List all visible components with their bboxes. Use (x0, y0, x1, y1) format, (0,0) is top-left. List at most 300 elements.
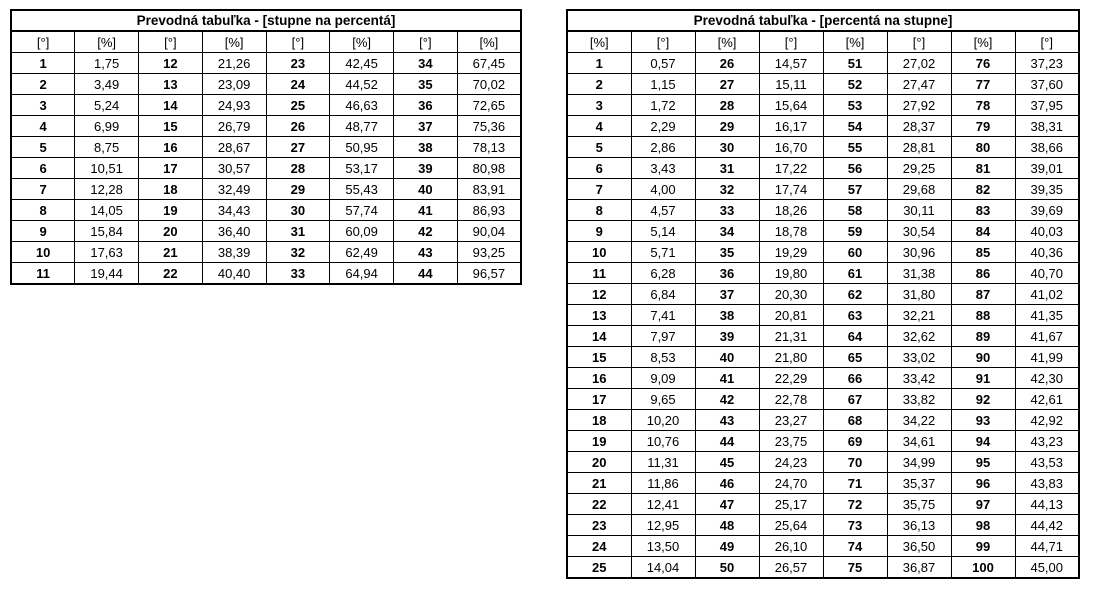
table-row (11, 263, 521, 285)
converted-value-cell: 50,95 (330, 137, 394, 158)
input-value-cell: 50 (695, 557, 759, 579)
table-row (11, 116, 521, 137)
input-value-cell: 79 (951, 116, 1015, 137)
input-value-cell: 39 (695, 326, 759, 347)
input-value-cell: 93 (951, 410, 1015, 431)
input-value-cell: 82 (951, 179, 1015, 200)
table-row (567, 326, 1079, 347)
input-value-cell: 36 (394, 95, 458, 116)
converted-value-cell: 55,43 (330, 179, 394, 200)
input-value-cell: 1 (11, 53, 75, 74)
input-value-cell: 55 (823, 137, 887, 158)
converted-value-cell: 5,14 (631, 221, 695, 242)
converted-value-cell: 12,28 (75, 179, 139, 200)
column-header: [%] (567, 31, 631, 53)
converted-value-cell: 36,40 (202, 221, 266, 242)
input-value-cell: 24 (567, 536, 631, 557)
converted-value-cell: 38,66 (1015, 137, 1079, 158)
column-header: [%] (202, 31, 266, 53)
input-value-cell: 38 (394, 137, 458, 158)
input-value-cell: 34 (695, 221, 759, 242)
converted-value-cell: 40,70 (1015, 263, 1079, 284)
table-row (567, 74, 1079, 95)
input-value-cell: 42 (695, 389, 759, 410)
input-value-cell: 58 (823, 200, 887, 221)
converted-value-cell: 39,01 (1015, 158, 1079, 179)
input-value-cell: 33 (266, 263, 330, 285)
input-value-cell: 21 (139, 242, 203, 263)
converted-value-cell: 53,17 (330, 158, 394, 179)
input-value-cell: 27 (266, 137, 330, 158)
input-value-cell: 26 (266, 116, 330, 137)
input-value-cell: 52 (823, 74, 887, 95)
input-value-cell: 22 (567, 494, 631, 515)
input-value-cell: 43 (394, 242, 458, 263)
column-header: [°] (887, 31, 951, 53)
converted-value-cell: 43,83 (1015, 473, 1079, 494)
converted-value-cell: 24,70 (759, 473, 823, 494)
table-row (567, 536, 1079, 557)
converted-value-cell: 34,99 (887, 452, 951, 473)
column-header: [°] (394, 31, 458, 53)
input-value-cell: 20 (567, 452, 631, 473)
converted-value-cell: 6,28 (631, 263, 695, 284)
input-value-cell: 60 (823, 242, 887, 263)
input-value-cell: 86 (951, 263, 1015, 284)
column-header: [%] (330, 31, 394, 53)
converted-value-cell: 44,71 (1015, 536, 1079, 557)
input-value-cell: 28 (695, 95, 759, 116)
converted-value-cell: 21,26 (202, 53, 266, 74)
input-value-cell: 61 (823, 263, 887, 284)
converted-value-cell: 35,37 (887, 473, 951, 494)
converted-value-cell: 43,53 (1015, 452, 1079, 473)
converted-value-cell: 9,09 (631, 368, 695, 389)
input-value-cell: 12 (139, 53, 203, 74)
input-value-cell: 3 (11, 95, 75, 116)
converted-value-cell: 8,75 (75, 137, 139, 158)
table-row (567, 284, 1079, 305)
table-row (11, 200, 521, 221)
converted-value-cell: 25,64 (759, 515, 823, 536)
input-value-cell: 2 (567, 74, 631, 95)
input-value-cell: 6 (567, 158, 631, 179)
converted-value-cell: 41,02 (1015, 284, 1079, 305)
input-value-cell: 15 (139, 116, 203, 137)
converted-value-cell: 36,87 (887, 557, 951, 579)
table-row (11, 179, 521, 200)
input-value-cell: 44 (695, 431, 759, 452)
table-row (11, 242, 521, 263)
converted-value-cell: 30,57 (202, 158, 266, 179)
input-value-cell: 41 (695, 368, 759, 389)
input-value-cell: 21 (567, 473, 631, 494)
column-header: [°] (759, 31, 823, 53)
converted-value-cell: 57,74 (330, 200, 394, 221)
converted-value-cell: 15,84 (75, 221, 139, 242)
converted-value-cell: 14,57 (759, 53, 823, 74)
converted-value-cell: 39,69 (1015, 200, 1079, 221)
header-row (567, 31, 1079, 53)
converted-value-cell: 42,92 (1015, 410, 1079, 431)
converted-value-cell: 18,78 (759, 221, 823, 242)
input-value-cell: 32 (695, 179, 759, 200)
converted-value-cell: 6,99 (75, 116, 139, 137)
converted-value-cell: 93,25 (457, 242, 521, 263)
input-value-cell: 88 (951, 305, 1015, 326)
input-value-cell: 32 (266, 242, 330, 263)
input-value-cell: 53 (823, 95, 887, 116)
converted-value-cell: 28,67 (202, 137, 266, 158)
input-value-cell: 40 (695, 347, 759, 368)
converted-value-cell: 23,75 (759, 431, 823, 452)
converted-value-cell: 86,93 (457, 200, 521, 221)
table-row (567, 221, 1079, 242)
input-value-cell: 10 (567, 242, 631, 263)
input-value-cell: 39 (394, 158, 458, 179)
input-value-cell: 30 (695, 137, 759, 158)
converted-value-cell: 36,13 (887, 515, 951, 536)
converted-value-cell: 37,23 (1015, 53, 1079, 74)
converted-value-cell: 48,77 (330, 116, 394, 137)
converted-value-cell: 4,57 (631, 200, 695, 221)
converted-value-cell: 37,95 (1015, 95, 1079, 116)
input-value-cell: 35 (394, 74, 458, 95)
input-value-cell: 23 (266, 53, 330, 74)
converted-value-cell: 7,97 (631, 326, 695, 347)
input-value-cell: 84 (951, 221, 1015, 242)
input-value-cell: 2 (11, 74, 75, 95)
converted-value-cell: 38,31 (1015, 116, 1079, 137)
converted-value-cell: 29,68 (887, 179, 951, 200)
converted-value-cell: 19,80 (759, 263, 823, 284)
table-row (567, 452, 1079, 473)
column-header: [%] (823, 31, 887, 53)
converted-value-cell: 36,50 (887, 536, 951, 557)
input-value-cell: 1 (567, 53, 631, 74)
input-value-cell: 38 (695, 305, 759, 326)
input-value-cell: 42 (394, 221, 458, 242)
converted-value-cell: 35,75 (887, 494, 951, 515)
converted-value-cell: 18,26 (759, 200, 823, 221)
input-value-cell: 9 (567, 221, 631, 242)
converted-value-cell: 5,24 (75, 95, 139, 116)
header-row (11, 31, 521, 53)
converted-value-cell: 29,25 (887, 158, 951, 179)
converted-value-cell: 12,95 (631, 515, 695, 536)
converted-value-cell: 0,57 (631, 53, 695, 74)
input-value-cell: 76 (951, 53, 1015, 74)
converted-value-cell: 19,29 (759, 242, 823, 263)
converted-value-cell: 80,98 (457, 158, 521, 179)
input-value-cell: 25 (567, 557, 631, 579)
converted-value-cell: 17,63 (75, 242, 139, 263)
input-value-cell: 67 (823, 389, 887, 410)
converted-value-cell: 8,53 (631, 347, 695, 368)
converted-value-cell: 67,45 (457, 53, 521, 74)
converted-value-cell: 26,57 (759, 557, 823, 579)
input-value-cell: 7 (567, 179, 631, 200)
converted-value-cell: 4,00 (631, 179, 695, 200)
table-row (567, 179, 1079, 200)
table-row (567, 515, 1079, 536)
converted-value-cell: 42,61 (1015, 389, 1079, 410)
table-title: Prevodná tabuľka - [stupne na percentá] (11, 10, 521, 31)
converted-value-cell: 30,11 (887, 200, 951, 221)
converted-value-cell: 2,29 (631, 116, 695, 137)
input-value-cell: 18 (139, 179, 203, 200)
table-row (567, 473, 1079, 494)
converted-value-cell: 1,15 (631, 74, 695, 95)
converted-value-cell: 75,36 (457, 116, 521, 137)
input-value-cell: 98 (951, 515, 1015, 536)
input-value-cell: 90 (951, 347, 1015, 368)
converted-value-cell: 5,71 (631, 242, 695, 263)
input-value-cell: 69 (823, 431, 887, 452)
table-row (11, 53, 521, 74)
converted-value-cell: 11,86 (631, 473, 695, 494)
input-value-cell: 68 (823, 410, 887, 431)
table-row (567, 494, 1079, 515)
table-row (11, 158, 521, 179)
input-value-cell: 5 (11, 137, 75, 158)
input-value-cell: 10 (11, 242, 75, 263)
converted-value-cell: 28,81 (887, 137, 951, 158)
converted-value-cell: 41,67 (1015, 326, 1079, 347)
input-value-cell: 46 (695, 473, 759, 494)
input-value-cell: 17 (567, 389, 631, 410)
input-value-cell: 6 (11, 158, 75, 179)
input-value-cell: 30 (266, 200, 330, 221)
table-row (11, 74, 521, 95)
input-value-cell: 71 (823, 473, 887, 494)
converted-value-cell: 72,65 (457, 95, 521, 116)
input-value-cell: 23 (567, 515, 631, 536)
input-value-cell: 44 (394, 263, 458, 285)
input-value-cell: 16 (567, 368, 631, 389)
input-value-cell: 92 (951, 389, 1015, 410)
input-value-cell: 24 (266, 74, 330, 95)
converted-value-cell: 16,17 (759, 116, 823, 137)
converted-value-cell: 14,04 (631, 557, 695, 579)
converted-value-cell: 90,04 (457, 221, 521, 242)
converted-value-cell: 13,50 (631, 536, 695, 557)
converted-value-cell: 31,80 (887, 284, 951, 305)
input-value-cell: 15 (567, 347, 631, 368)
input-value-cell: 29 (266, 179, 330, 200)
input-value-cell: 35 (695, 242, 759, 263)
input-value-cell: 47 (695, 494, 759, 515)
input-value-cell: 80 (951, 137, 1015, 158)
input-value-cell: 89 (951, 326, 1015, 347)
table-row (567, 263, 1079, 284)
converted-value-cell: 70,02 (457, 74, 521, 95)
input-value-cell: 85 (951, 242, 1015, 263)
converted-value-cell: 32,49 (202, 179, 266, 200)
table-row (567, 137, 1079, 158)
input-value-cell: 81 (951, 158, 1015, 179)
converted-value-cell: 44,52 (330, 74, 394, 95)
input-value-cell: 57 (823, 179, 887, 200)
input-value-cell: 17 (139, 158, 203, 179)
converted-value-cell: 14,05 (75, 200, 139, 221)
converted-value-cell: 32,62 (887, 326, 951, 347)
converted-value-cell: 3,49 (75, 74, 139, 95)
converted-value-cell: 6,84 (631, 284, 695, 305)
converted-value-cell: 42,30 (1015, 368, 1079, 389)
converted-value-cell: 20,30 (759, 284, 823, 305)
input-value-cell: 65 (823, 347, 887, 368)
converted-value-cell: 39,35 (1015, 179, 1079, 200)
converted-value-cell: 3,43 (631, 158, 695, 179)
converted-value-cell: 21,80 (759, 347, 823, 368)
input-value-cell: 70 (823, 452, 887, 473)
input-value-cell: 49 (695, 536, 759, 557)
converted-value-cell: 21,31 (759, 326, 823, 347)
input-value-cell: 91 (951, 368, 1015, 389)
converted-value-cell: 24,23 (759, 452, 823, 473)
input-value-cell: 95 (951, 452, 1015, 473)
input-value-cell: 5 (567, 137, 631, 158)
input-value-cell: 29 (695, 116, 759, 137)
converted-value-cell: 22,29 (759, 368, 823, 389)
input-value-cell: 63 (823, 305, 887, 326)
input-value-cell: 19 (567, 431, 631, 452)
converted-value-cell: 78,13 (457, 137, 521, 158)
converted-value-cell: 15,11 (759, 74, 823, 95)
column-header: [%] (951, 31, 1015, 53)
table-row (567, 557, 1079, 579)
input-value-cell: 28 (266, 158, 330, 179)
column-header: [°] (11, 31, 75, 53)
converted-value-cell: 40,36 (1015, 242, 1079, 263)
converted-value-cell: 42,45 (330, 53, 394, 74)
converted-value-cell: 22,78 (759, 389, 823, 410)
input-value-cell: 25 (266, 95, 330, 116)
converted-value-cell: 10,51 (75, 158, 139, 179)
converted-value-cell: 34,43 (202, 200, 266, 221)
table-row (567, 95, 1079, 116)
converted-value-cell: 9,65 (631, 389, 695, 410)
input-value-cell: 4 (567, 116, 631, 137)
converted-value-cell: 24,93 (202, 95, 266, 116)
table-row (567, 368, 1079, 389)
input-value-cell: 19 (139, 200, 203, 221)
converted-value-cell: 38,39 (202, 242, 266, 263)
input-value-cell: 7 (11, 179, 75, 200)
converted-value-cell: 1,75 (75, 53, 139, 74)
converted-value-cell: 26,79 (202, 116, 266, 137)
column-header: [°] (631, 31, 695, 53)
input-value-cell: 77 (951, 74, 1015, 95)
column-header: [%] (457, 31, 521, 53)
converted-value-cell: 41,99 (1015, 347, 1079, 368)
degrees-to-percent-table (10, 9, 522, 285)
input-value-cell: 94 (951, 431, 1015, 452)
table-row (567, 431, 1079, 452)
input-value-cell: 14 (567, 326, 631, 347)
converted-value-cell: 33,02 (887, 347, 951, 368)
input-value-cell: 54 (823, 116, 887, 137)
converted-value-cell: 43,23 (1015, 431, 1079, 452)
input-value-cell: 12 (567, 284, 631, 305)
input-value-cell: 73 (823, 515, 887, 536)
percent-to-degrees-table (566, 9, 1080, 579)
input-value-cell: 96 (951, 473, 1015, 494)
input-value-cell: 99 (951, 536, 1015, 557)
input-value-cell: 37 (695, 284, 759, 305)
converted-value-cell: 64,94 (330, 263, 394, 285)
table-row (567, 53, 1079, 74)
input-value-cell: 16 (139, 137, 203, 158)
converted-value-cell: 10,76 (631, 431, 695, 452)
input-value-cell: 8 (567, 200, 631, 221)
converted-value-cell: 23,27 (759, 410, 823, 431)
input-value-cell: 83 (951, 200, 1015, 221)
converted-value-cell: 11,31 (631, 452, 695, 473)
converted-value-cell: 30,96 (887, 242, 951, 263)
input-value-cell: 43 (695, 410, 759, 431)
converted-value-cell: 60,09 (330, 221, 394, 242)
input-value-cell: 41 (394, 200, 458, 221)
input-value-cell: 51 (823, 53, 887, 74)
input-value-cell: 66 (823, 368, 887, 389)
converted-value-cell: 20,81 (759, 305, 823, 326)
input-value-cell: 20 (139, 221, 203, 242)
converted-value-cell: 34,22 (887, 410, 951, 431)
input-value-cell: 78 (951, 95, 1015, 116)
converted-value-cell: 40,03 (1015, 221, 1079, 242)
input-value-cell: 97 (951, 494, 1015, 515)
converted-value-cell: 46,63 (330, 95, 394, 116)
converted-value-cell: 17,22 (759, 158, 823, 179)
input-value-cell: 59 (823, 221, 887, 242)
converted-value-cell: 37,60 (1015, 74, 1079, 95)
converted-value-cell: 7,41 (631, 305, 695, 326)
converted-value-cell: 15,64 (759, 95, 823, 116)
input-value-cell: 22 (139, 263, 203, 285)
input-value-cell: 40 (394, 179, 458, 200)
input-value-cell: 72 (823, 494, 887, 515)
input-value-cell: 64 (823, 326, 887, 347)
converted-value-cell: 44,42 (1015, 515, 1079, 536)
input-value-cell: 87 (951, 284, 1015, 305)
input-value-cell: 56 (823, 158, 887, 179)
converted-value-cell: 12,41 (631, 494, 695, 515)
converted-value-cell: 62,49 (330, 242, 394, 263)
converted-value-cell: 25,17 (759, 494, 823, 515)
table-row (567, 242, 1079, 263)
input-value-cell: 11 (567, 263, 631, 284)
input-value-cell: 18 (567, 410, 631, 431)
table-row (11, 221, 521, 242)
input-value-cell: 13 (567, 305, 631, 326)
converted-value-cell: 23,09 (202, 74, 266, 95)
input-value-cell: 31 (695, 158, 759, 179)
converted-value-cell: 16,70 (759, 137, 823, 158)
converted-value-cell: 41,35 (1015, 305, 1079, 326)
input-value-cell: 8 (11, 200, 75, 221)
table-row (567, 389, 1079, 410)
input-value-cell: 4 (11, 116, 75, 137)
converted-value-cell: 44,13 (1015, 494, 1079, 515)
input-value-cell: 33 (695, 200, 759, 221)
converted-value-cell: 19,44 (75, 263, 139, 285)
converted-value-cell: 31,38 (887, 263, 951, 284)
input-value-cell: 26 (695, 53, 759, 74)
column-header: [%] (695, 31, 759, 53)
table-row (567, 410, 1079, 431)
